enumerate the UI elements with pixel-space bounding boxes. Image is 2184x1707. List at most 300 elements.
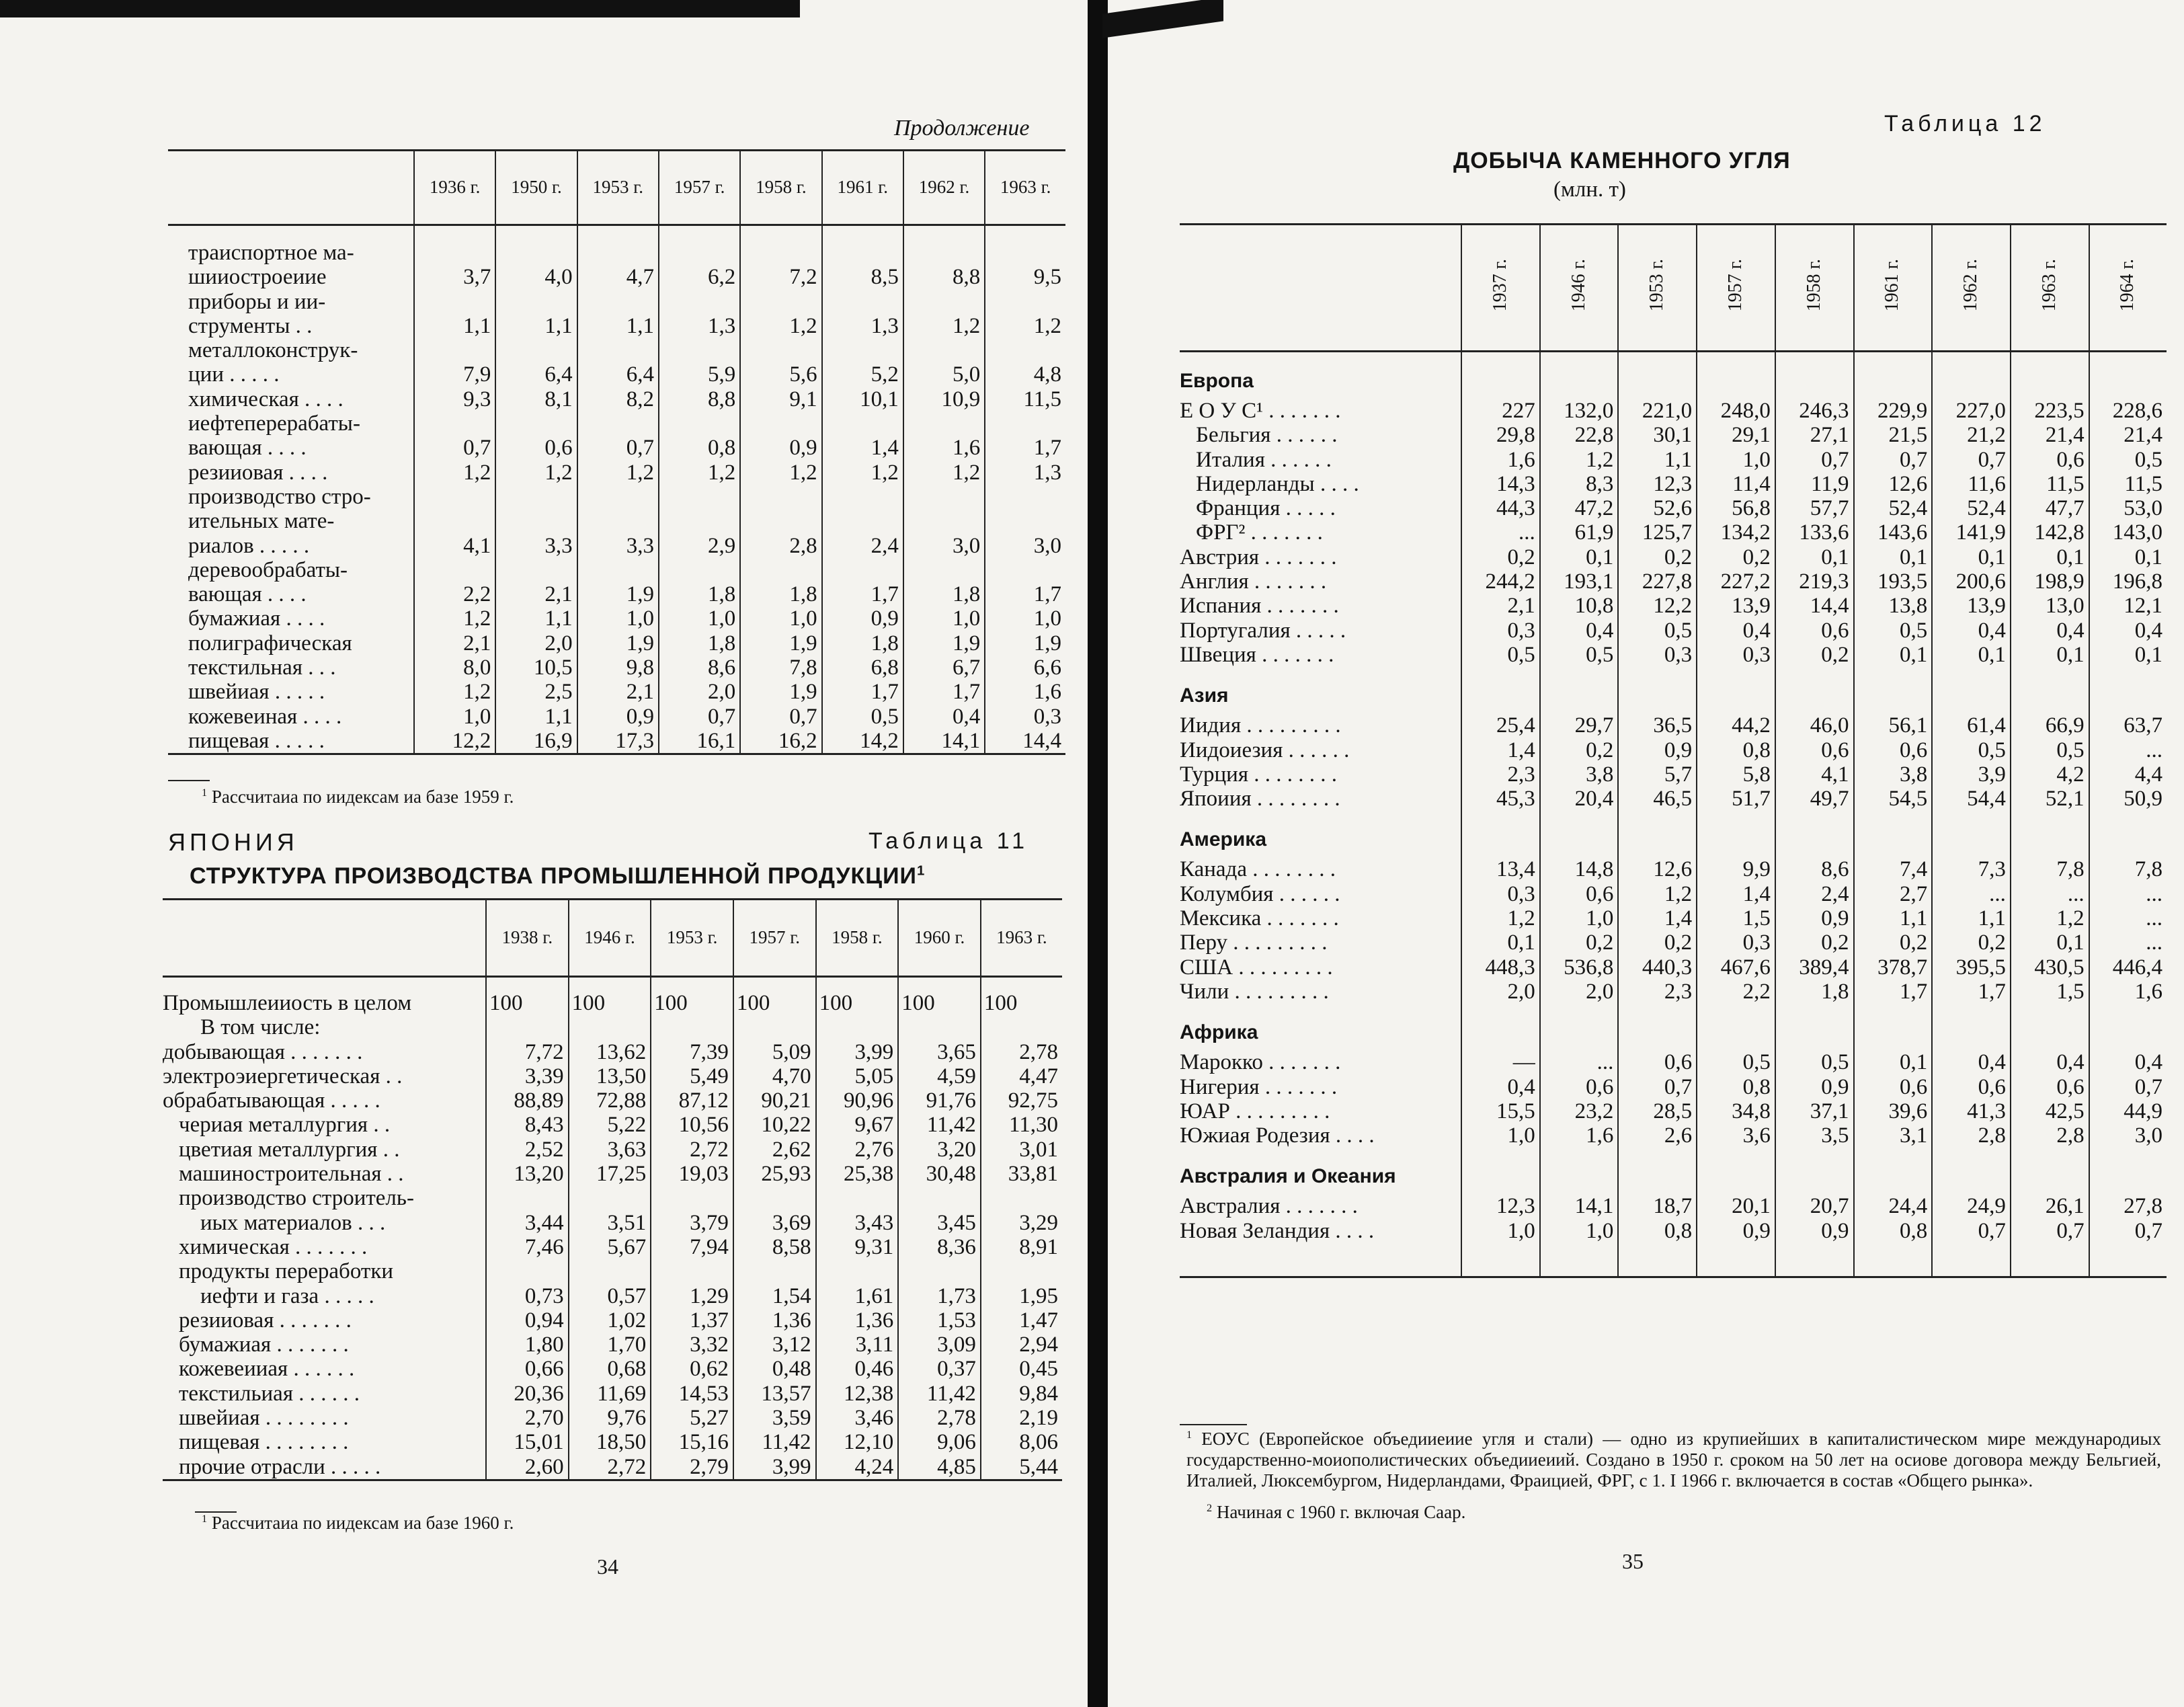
table-row (1180, 857, 2167, 881)
table-cell: 1,2 (414, 680, 495, 704)
table-cell: 227,0 (1932, 399, 2011, 423)
row-label: иефти и газа . . . . . (200, 1283, 374, 1308)
region-row (1180, 1004, 2167, 1050)
table-row (163, 1211, 1062, 1235)
table-cell: 193,1 (1540, 569, 1619, 594)
table-cell: 44,9 (2089, 1099, 2167, 1123)
table-cell: 0,6 (1540, 1075, 1619, 1099)
table-cell: ... (2089, 906, 2167, 930)
row-label: Е О У С¹ . . . . . . . (1180, 399, 1341, 423)
table-cell: 1,70 (569, 1333, 651, 1357)
row-label: иых материалов . . . (200, 1210, 386, 1235)
table-cell: 2,4 (822, 485, 903, 558)
table-cell: 1,2 (985, 290, 1065, 339)
left-page (0, 0, 1089, 1707)
empty-cell (1697, 1148, 1775, 1194)
table-cell: 7,3 (1932, 857, 2011, 881)
row-label (168, 411, 414, 461)
table-cell: 1,0 (1697, 448, 1775, 472)
table-cell: 9,31 (816, 1235, 899, 1259)
column-header: 1957 г. (733, 900, 816, 977)
table-cell: 20,4 (1540, 787, 1619, 811)
table-cell: 0,48 (733, 1357, 816, 1381)
empty-cell (1775, 1148, 1854, 1194)
table-cell: 11,30 (981, 1113, 1062, 1137)
table-cell: 15,16 (651, 1430, 733, 1454)
table-cell: 0,7 (1932, 1219, 2011, 1243)
table-cell: 0,7 (1775, 448, 1854, 472)
table-cell: 0,6 (1540, 882, 1619, 906)
table-cell: 24,4 (1854, 1194, 1933, 1218)
table-2-country: ЯПОНИЯ (168, 828, 298, 856)
table-cell: 446,4 (2089, 955, 2167, 980)
table-cell: 0,1 (1540, 545, 1619, 569)
table-cell: 14,2 (822, 729, 903, 754)
table-cell: 1,9 (577, 558, 659, 607)
table-cell: 142,8 (2011, 520, 2089, 545)
table-cell: 7,9 (414, 338, 495, 387)
table-cell: 389,4 (1775, 955, 1854, 980)
table-cell: 10,8 (1540, 594, 1619, 618)
row-label-line: бумажиая . . . . (188, 606, 325, 631)
empty-cell (2089, 1243, 2167, 1277)
table-row (168, 338, 1065, 387)
table-cell: 9,84 (981, 1382, 1062, 1406)
column-header (1618, 225, 1697, 352)
row-label-line: деревообрабаты- (188, 557, 348, 582)
table-cell: 0,62 (651, 1357, 733, 1381)
table-cell: 0,5 (2011, 738, 2089, 762)
table-cell: 44,2 (1697, 713, 1775, 738)
table-cell: 1,9 (903, 631, 985, 656)
table-cell: 100 (898, 977, 981, 1016)
table-cell: 0,5 (2089, 448, 2167, 472)
row-label-line: полиграфическая (188, 631, 352, 656)
footnote-text: Рассчитаиа по иидексам иа базе 1960 г. (211, 1513, 514, 1533)
table-cell: 2,1 (577, 680, 659, 704)
table-cell: 0,7 (1618, 1075, 1697, 1099)
table-cell: ... (1461, 520, 1540, 545)
table-cell: 0,6 (2011, 448, 2089, 472)
table-cell: 0,1 (2011, 545, 2089, 569)
empty-cell (1697, 352, 1775, 399)
table-cell: 2,70 (486, 1406, 569, 1430)
table-cell: 1,3 (822, 290, 903, 339)
table-cell: 133,6 (1775, 520, 1854, 545)
table-cell: 52,4 (1854, 496, 1933, 520)
table-row (168, 606, 1065, 631)
empty-cell (1540, 1148, 1619, 1194)
row-label: Иидоиезия . . . . . . (1180, 738, 1350, 762)
row-label: прочие отрасли . . . . . (163, 1455, 486, 1480)
empty-cell (1854, 1243, 1933, 1277)
table-cell: 5,05 (816, 1064, 899, 1088)
table-cell: 14,53 (651, 1382, 733, 1406)
table-cell: 3,99 (733, 1455, 816, 1480)
table-cell: 90,21 (733, 1088, 816, 1113)
table-row (168, 290, 1065, 339)
table-cell: 9,5 (985, 225, 1065, 290)
table-cell: 6,4 (577, 338, 659, 387)
table-cell: 91,76 (898, 1088, 981, 1113)
row-label (168, 485, 414, 558)
table-cell: 100 (733, 977, 816, 1016)
table-end-row (1180, 1243, 2167, 1277)
empty-cell (1618, 811, 1697, 857)
table-cell: 0,5 (1540, 643, 1619, 667)
table-cell: 1,8 (1775, 980, 1854, 1004)
table-row (163, 1235, 1062, 1259)
table-cell: 0,1 (2089, 643, 2167, 667)
table-cell: 3,0 (2089, 1123, 2167, 1148)
table-cell: 0,5 (1461, 643, 1540, 667)
empty-cell (1540, 811, 1619, 857)
table-cell: 219,3 (1775, 569, 1854, 594)
table-cell: 0,7 (2089, 1219, 2167, 1243)
row-label: Перу . . . . . . . . . (1180, 930, 1328, 955)
table-cell: 8,36 (898, 1235, 981, 1259)
table-cell: 1,2 (495, 461, 577, 485)
table-cell: 1,1 (495, 290, 577, 339)
empty-cell (1540, 352, 1619, 399)
table-cell: 19,03 (651, 1162, 733, 1186)
table-row (168, 631, 1065, 656)
empty-cell (1461, 1148, 1540, 1194)
continuation-label: Продолжение (894, 116, 1030, 141)
table-cell: 6,2 (659, 225, 740, 290)
row-label: Англия . . . . . . . (1180, 569, 1327, 594)
table-cell: 448,3 (1461, 955, 1540, 980)
table-cell: 0,7 (2089, 1075, 2167, 1099)
row-label: Промышлеииость в целом (163, 991, 412, 1015)
table-row (168, 729, 1065, 754)
row-label (168, 338, 414, 387)
table-cell: 2,62 (733, 1138, 816, 1162)
table-cell: 0,3 (1461, 619, 1540, 643)
table-cell: 41,3 (1932, 1099, 2011, 1123)
row-label: резииовая . . . . . . . (179, 1308, 352, 1333)
row-label-line: химическая . . . . (188, 387, 343, 411)
table-cell: 0,57 (569, 1284, 651, 1308)
row-label: Австрия . . . . . . . (1180, 545, 1337, 569)
table-cell: 1,0 (1461, 1219, 1540, 1243)
table-cell: 5,0 (903, 338, 985, 387)
table-cell: 8,2 (577, 387, 659, 411)
table-cell: 2,9 (659, 485, 740, 558)
table-cell: 248,0 (1697, 399, 1775, 423)
table-12-unit: (млн. т) (1553, 177, 1626, 202)
table-cell: 16,2 (740, 729, 821, 754)
table-cell: 29,8 (1461, 423, 1540, 447)
table-cell: 1,7 (903, 680, 985, 704)
empty-cell (1697, 667, 1775, 713)
table-cell: 25,38 (816, 1162, 899, 1186)
table-cell: 0,6 (2011, 1075, 2089, 1099)
column-header: 1961 г. (822, 151, 903, 225)
table-cell: — (1461, 1050, 1540, 1074)
page-number-left: 34 (597, 1554, 618, 1579)
row-label: швейиая . . . . . . . . (179, 1406, 349, 1431)
footnote-text: Начиная с 1960 г. включая Саар. (1216, 1502, 1466, 1522)
table-row (1180, 762, 2167, 787)
table-cell: 1,0 (1540, 906, 1619, 930)
table-row (1180, 594, 2167, 618)
table-cell: 10,5 (495, 656, 577, 680)
table-cell: 4,24 (816, 1455, 899, 1480)
table-cell (733, 1259, 816, 1283)
column-header (1854, 225, 1933, 352)
region-name: Азия (1180, 684, 1229, 707)
table-row (168, 387, 1065, 411)
table-cell: 13,4 (1461, 857, 1540, 881)
row-label-line: приборы и ии- (188, 289, 326, 314)
table-cell: 227,8 (1618, 569, 1697, 594)
table-cell: 134,2 (1697, 520, 1775, 545)
table-cell: 27,1 (1775, 423, 1854, 447)
table-cell: 57,7 (1775, 496, 1854, 520)
table-cell: 6,8 (822, 656, 903, 680)
empty-cell (2011, 811, 2089, 857)
table-cell: 132,0 (1540, 399, 1619, 423)
row-label: Нидерланды . . . . (1196, 471, 1359, 496)
column-header (1461, 225, 1540, 352)
table-cell: 1,1 (1618, 448, 1697, 472)
table-cell: 25,93 (733, 1162, 816, 1186)
table-cell: 7,2 (740, 225, 821, 290)
table-cell: 4,59 (898, 1064, 981, 1088)
table-cell: 13,50 (569, 1064, 651, 1088)
table-cell: 42,5 (2011, 1099, 2089, 1123)
empty-cell (2089, 667, 2167, 713)
table-industry-structure-continued (168, 149, 1065, 755)
table-row (1180, 1050, 2167, 1074)
table-cell: 14,1 (1540, 1194, 1619, 1218)
table-cell: 14,3 (1461, 472, 1540, 496)
empty-cell (1932, 352, 2011, 399)
empty-cell (1854, 352, 1933, 399)
column-header (1540, 225, 1619, 352)
table-cell: 0,8 (1697, 1075, 1775, 1099)
table-cell: 8,58 (733, 1235, 816, 1259)
table-cell: 10,56 (651, 1113, 733, 1137)
table-cell: 0,9 (577, 705, 659, 729)
table-cell: 0,5 (1854, 619, 1933, 643)
table-cell: 24,9 (1932, 1194, 2011, 1218)
table-cell: 0,6 (1854, 738, 1933, 762)
table-cell: 28,5 (1618, 1099, 1697, 1123)
row-label-line: риалов . . . . . (188, 533, 310, 558)
row-label: ЮАР . . . . . . . . . (1180, 1099, 1330, 1123)
row-label-line: производство стро- (188, 484, 371, 509)
table-cell: 1,36 (733, 1308, 816, 1333)
table-cell: 13,9 (1932, 594, 2011, 618)
table-cell: 2,2 (1697, 980, 1775, 1004)
table-row (163, 1040, 1062, 1064)
table-cell: 1,0 (414, 705, 495, 729)
table-cell: 3,09 (898, 1333, 981, 1357)
table-2-title: СТРУКТУРА ПРОИЗВОДСТВА ПРОМЫШЛЕННОЙ ПРОДУКЦИИ$^1$ (190, 863, 926, 889)
column-header: 1963 г. (985, 151, 1065, 225)
table-cell: 0,1 (1854, 1050, 1933, 1074)
table-cell: 30,48 (898, 1162, 981, 1186)
empty-cell (1618, 1004, 1697, 1050)
table-cell: 3,7 (414, 225, 495, 290)
table-cell: 4,8 (985, 338, 1065, 387)
table-row (163, 1015, 1062, 1039)
empty-cell (1461, 811, 1540, 857)
column-header: 1936 г. (414, 151, 495, 225)
table-cell: 9,06 (898, 1430, 981, 1454)
table-cell (898, 1259, 981, 1283)
table-cell: 1,36 (816, 1308, 899, 1333)
table-japan-industry (163, 898, 1062, 1481)
table-row (168, 461, 1065, 485)
table-cell: 1,1 (1854, 906, 1933, 930)
table-cell (981, 1186, 1062, 1210)
table-cell: 0,46 (816, 1357, 899, 1381)
table-row (1180, 738, 2167, 762)
table-cell: 0,6 (1618, 1050, 1697, 1074)
table-cell: 90,96 (816, 1088, 899, 1113)
table-cell: 1,7 (1854, 980, 1933, 1004)
row-label (168, 387, 414, 411)
table-cell: 100 (816, 977, 899, 1016)
table-row (1180, 787, 2167, 811)
table-cell: 5,9 (659, 338, 740, 387)
row-label: В том числе: (200, 1015, 321, 1040)
table-cell: 5,67 (569, 1235, 651, 1259)
column-header: 1946 г. (569, 900, 651, 977)
region-name: Африка (1180, 1021, 1258, 1044)
table-cell (816, 1015, 899, 1039)
table-cell: 100 (569, 977, 651, 1016)
table-cell: 6,4 (495, 338, 577, 387)
table-cell: 1,4 (1618, 906, 1697, 930)
table-cell: 23,2 (1540, 1099, 1619, 1123)
empty-cell (1932, 667, 2011, 713)
row-label: цветиая металлургия . . (179, 1137, 400, 1162)
table-cell: 1,2 (659, 461, 740, 485)
empty-cell (1775, 1004, 1854, 1050)
table-cell: 141,9 (1932, 520, 2011, 545)
row-label: производство строитель- (179, 1186, 414, 1211)
table-cell (486, 1015, 569, 1039)
column-header: 1953 г. (577, 151, 659, 225)
row-label (168, 290, 414, 339)
table-cell: 2,8 (740, 485, 821, 558)
column-header: 1958 г. (816, 900, 899, 977)
table-cell: 1,61 (816, 1284, 899, 1308)
table-cell: 3,1 (1854, 1123, 1933, 1148)
table-cell: 11,42 (898, 1382, 981, 1406)
column-header-text: 1957 г. (1725, 259, 1746, 312)
table-cell: 1,2 (1461, 906, 1540, 930)
table-cell: 9,76 (569, 1406, 651, 1430)
table-cell: 7,8 (2089, 857, 2167, 881)
table-cell: 196,8 (2089, 569, 2167, 594)
row-label (168, 705, 414, 729)
table-cell: 54,4 (1932, 787, 2011, 811)
page-number-right: 35 (1622, 1549, 1644, 1573)
table-row (1180, 980, 2167, 1004)
table-cell: 1,7 (1932, 980, 2011, 1004)
empty-cell (1618, 667, 1697, 713)
table-cell: 7,8 (740, 656, 821, 680)
table-cell: 8,5 (822, 225, 903, 290)
table-cell: 430,5 (2011, 955, 2089, 980)
row-label: Австралия . . . . . . . (1180, 1194, 1358, 1219)
table-stub-header (168, 151, 414, 225)
table-cell: 2,1 (414, 631, 495, 656)
row-label: Турция . . . . . . . . (1180, 762, 1338, 787)
table-cell: 0,2 (1775, 643, 1854, 667)
empty-cell (1854, 811, 1933, 857)
table-cell (651, 1259, 733, 1283)
table-cell: 1,95 (981, 1284, 1062, 1308)
table-cell: 2,78 (898, 1406, 981, 1430)
empty-cell (1697, 1004, 1775, 1050)
table-cell: 3,46 (816, 1406, 899, 1430)
table-cell: 30,1 (1618, 423, 1697, 447)
table-cell: 100 (651, 977, 733, 1016)
table-cell: 3,01 (981, 1138, 1062, 1162)
table-cell: 1,1 (414, 290, 495, 339)
table-cell: 2,60 (486, 1455, 569, 1480)
table-cell: 12,3 (1461, 1194, 1540, 1218)
table-cell: 4,47 (981, 1064, 1062, 1088)
table-row (1180, 472, 2167, 496)
table-cell (981, 1259, 1062, 1283)
table-cell: 1,8 (659, 558, 740, 607)
table-cell: 14,1 (903, 729, 985, 754)
column-header: 1963 г. (981, 900, 1062, 977)
table-cell: 1,3 (985, 461, 1065, 485)
empty-cell (1775, 1243, 1854, 1277)
table-cell: ... (2011, 882, 2089, 906)
table-cell: 0,3 (1461, 882, 1540, 906)
empty-cell (1854, 1148, 1933, 1194)
column-header: 1958 г. (740, 151, 821, 225)
empty-cell (1775, 352, 1854, 399)
table-row (1180, 520, 2167, 545)
row-label: ФРГ² . . . . . . . (1196, 520, 1323, 545)
table-row (1180, 496, 2167, 520)
table-cell: 1,7 (985, 558, 1065, 607)
table-cell: 8,8 (659, 387, 740, 411)
empty-cell (2089, 1004, 2167, 1050)
table-cell: 1,54 (733, 1284, 816, 1308)
table-cell: 1,2 (414, 461, 495, 485)
footnote-eous: $^1$ ЕОУС (Европейское объедииеиие угля и стали) — одно из крупиейших в капиталистическом мире международиых государственно-моиополистических объедииеиий. Создано в 1950 г. сроком на 50 лет на осиове договора между Бельгией, Италией, Люксембургом, Нидерландами, Фраицией, ФРГ, с 1. I 1966 г. включается в состав «Общего рынка». (1186, 1429, 2161, 1491)
empty-cell (1932, 811, 2011, 857)
right-page (1092, 0, 2184, 1707)
table-cell: 1,2 (577, 461, 659, 485)
table-cell: 0,1 (1461, 930, 1540, 955)
table-cell: ... (2089, 882, 2167, 906)
table-cell: 2,0 (1461, 980, 1540, 1004)
column-header-text: 1953 г. (1646, 259, 1668, 312)
table-cell: 0,9 (1775, 1219, 1854, 1243)
table-cell: 1,7 (822, 680, 903, 704)
empty-cell (1618, 1148, 1697, 1194)
table-cell: 22,8 (1540, 423, 1619, 447)
empty-cell (2011, 1148, 2089, 1194)
table-cell: 45,3 (1461, 787, 1540, 811)
table-cell: 2,8 (2011, 1123, 2089, 1148)
row-label: Чили . . . . . . . . . (1180, 979, 1329, 1004)
table-cell: 3,63 (569, 1138, 651, 1162)
table-row (163, 1064, 1062, 1088)
